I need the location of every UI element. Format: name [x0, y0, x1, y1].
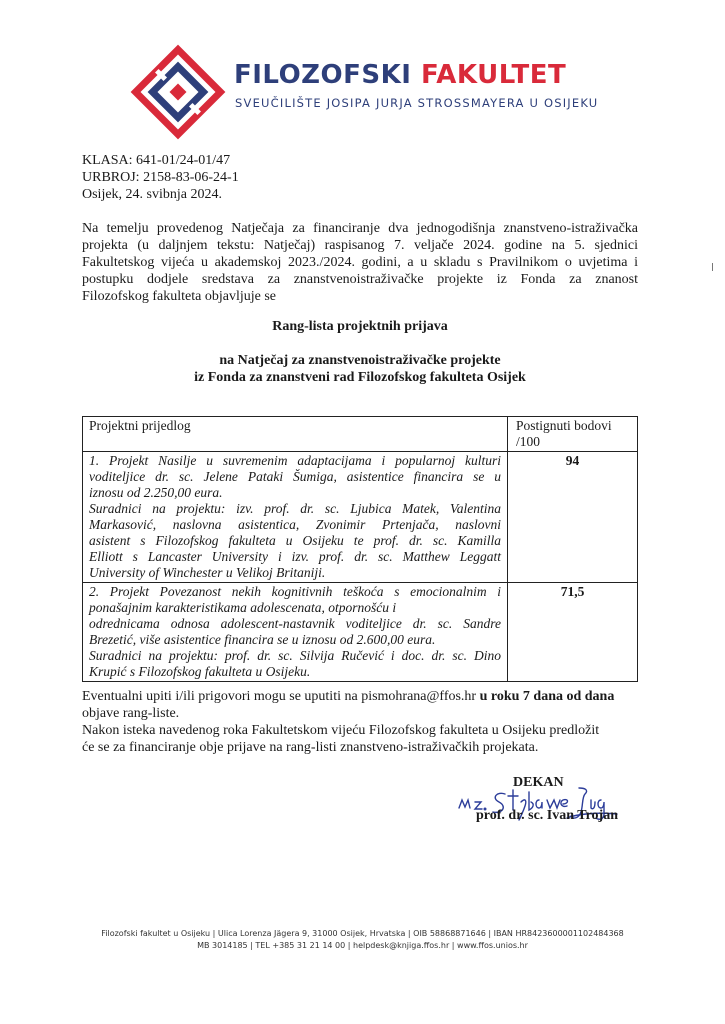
ranking-subtitle-2: iz Fonda za znanstveni rad Filozofskog fakulteta Osijek [194, 370, 526, 385]
intro-line: postupku dodjele sredstava za znanstvenoistraživačke projekte iz Fonda za znanost [82, 272, 638, 287]
column-header-project: Projektni prijedlog [83, 417, 508, 452]
column-header-points: Postignuti bodovi /100 [508, 417, 638, 452]
table-row [83, 452, 638, 583]
notice-line-2: objave rang-liste. [82, 706, 180, 721]
notice-line-1 [82, 688, 638, 705]
faculty-logo-mark [130, 44, 226, 140]
project-line: iznosu od 2.250,00 eura. [89, 485, 223, 500]
ranking-title: Rang-lista projektnih prijava [272, 319, 448, 334]
project-line: Krupić s Filozofskog fakulteta u Osijeku. [89, 664, 311, 679]
faculty-name [234, 60, 566, 90]
project-line: asistent s Filozofskog fakulteta u Osijeku te prof. dr. sc. Kamilla [89, 533, 501, 548]
project-line: Brezetić, više asistentice financira se u iznosu od 2.600,00 eura. [89, 632, 436, 647]
klasa: KLASA: 641-01/24-01/47 [82, 153, 231, 168]
project-ranking-table [82, 416, 638, 682]
project-score: 71,5 [508, 583, 638, 682]
project-line: 1. Projekt Nasilje u suvremenim adaptacijama i popularnoj kulturi [89, 453, 501, 468]
project-line: Elliott s Lancaster University i izv. prof. dr. sc. Matthew Leggatt [89, 549, 501, 564]
project-line: odrednicama odnosa adolescent-nastavnik voditeljice dr. sc. Sandre [89, 616, 501, 631]
intro-line: Na temelju provedenog Natječaja za financiranje dva jednogodišnja znanstveno-istraživačka [82, 221, 638, 236]
notice-line-4: će se za financiranje obje prijave na rang-listi znanstveno-istraživačkih projekata. [82, 740, 539, 755]
document-date: Osijek, 24. svibnja 2024. [82, 187, 222, 202]
ranking-subtitle-1: na Natječaj za znanstvenoistraživačke projekte [219, 353, 501, 368]
project-line: Suradnici na projektu: prof. dr. sc. Silvija Ručević i doc. dr. sc. Dino [89, 648, 501, 663]
project-line: 2. Projekt Povezanost nekih kognitivnih teškoća s emocionalnim i [89, 584, 501, 599]
urbroj: URBROJ: 2158-83-06-24-1 [82, 170, 239, 185]
project-description [83, 583, 508, 682]
faculty-name-word2: FAKULTET [421, 60, 567, 90]
project-line: Markasović, naslovna asistentica, Zvonimir Prtenjača, naslovni [89, 517, 501, 532]
project-description [83, 452, 508, 583]
project-line: voditeljice dr. sc. Jelene Pataki Šumiga, asistentice financira se u [89, 469, 501, 484]
notice-text: Eventualni upiti i/ili prigovori mogu se uputiti na pismohrana@ffos.hr [82, 689, 480, 704]
dean-title: DEKAN [513, 775, 564, 790]
scan-mark [712, 263, 713, 271]
table-header-row [83, 417, 638, 452]
dean-name: prof. dr. sc. Ivan Trojan [476, 808, 618, 823]
intro-line: projekta (u daljnjem tekstu: Natječaj) raspisanog 7. veljače 2024. godine na 5. sjednici [82, 238, 638, 253]
intro-paragraph [82, 220, 638, 305]
notice-deadline: u roku 7 dana od dana [479, 689, 615, 704]
intro-line: Filozofskog fakulteta objavljuje se [82, 289, 277, 304]
notice-line-3: Nakon isteka navedenog roka Fakultetskom vijeću Filozofskog fakulteta u Osijeku predložit [82, 723, 600, 738]
intro-line: Fakultetskog vijeća u akademskoj 2023./2024. godini, a u skladu s Pravilnikom o uvjetima i [82, 255, 638, 270]
university-name: SVEUČILIŠTE JOSIPA JURJA STROSSMAYERA U OSIJEKU [235, 96, 599, 110]
project-line: Suradnici na projektu: izv. prof. dr. sc. Ljubica Matek, Valentina [89, 501, 501, 516]
project-line: ponašajnim karakteristikama adolescenata, otpornošću i [89, 600, 397, 615]
project-line: University of Winchester u Velikoj Britaniji. [89, 565, 326, 580]
footer-contact: MB 3014185 | TEL +385 31 21 14 00 | helpdesk@knjiga.ffos.hr | www.ffos.unios.hr [197, 941, 528, 950]
table-row [83, 583, 638, 682]
project-score: 94 [508, 452, 638, 583]
footer-address: Filozofski fakultet u Osijeku | Ulica Lorenza Jägera 9, 31000 Osijek, Hrvatska | OIB 58868871646 | IBAN HR8423600001102484368 [101, 929, 624, 938]
faculty-name-word1: FILOZOFSKI [234, 60, 412, 90]
